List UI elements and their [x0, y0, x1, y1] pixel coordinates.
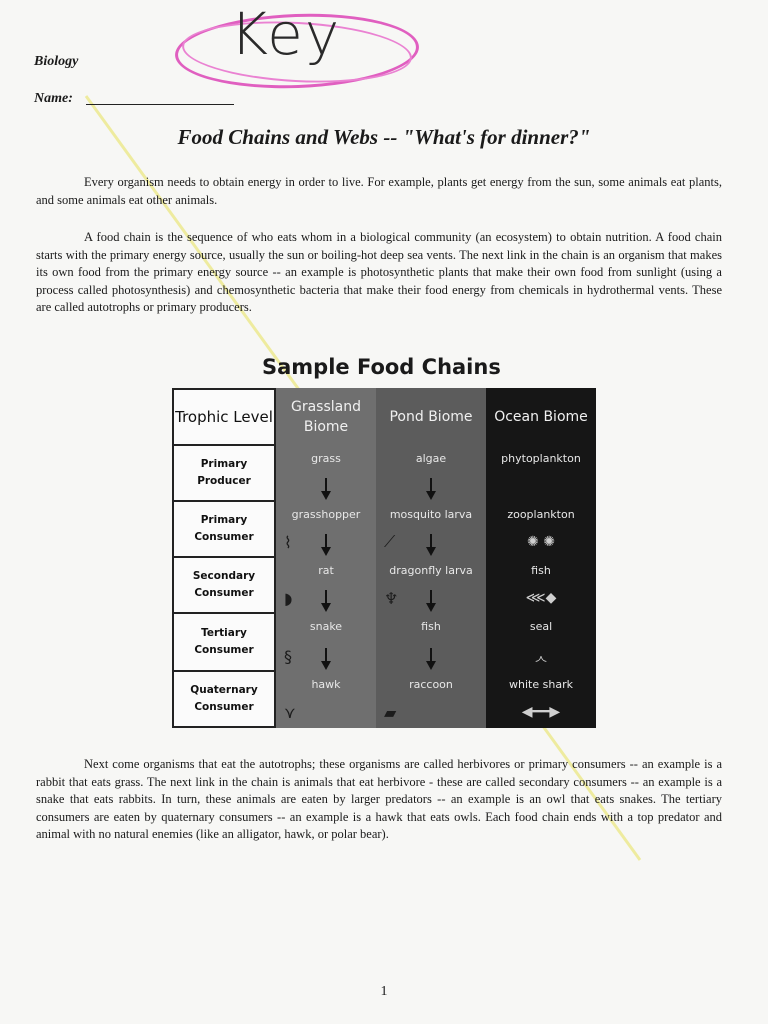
header-trophic-level: Trophic Level	[172, 388, 276, 446]
ocean-primary-consumer-cell	[486, 502, 596, 558]
pond-producer-cell	[376, 446, 486, 502]
arrow-shaft	[430, 590, 432, 604]
grasshopper-icon: ⌇	[284, 533, 292, 552]
level-secondary-consumer: Secondary Consumer	[172, 558, 276, 614]
arrow-shaft	[325, 534, 327, 548]
arrow-shaft	[430, 648, 432, 662]
pond-organism: raccoon	[409, 678, 453, 691]
pond-secondary-consumer-cell	[376, 558, 486, 614]
page-title: Food Chains and Webs -- "What's for dinner?"	[177, 125, 591, 149]
handwritten-key: Key	[230, 0, 342, 68]
grassland-secondary-consumer-cell	[276, 558, 376, 614]
header-ocean: Ocean Biome	[486, 388, 596, 446]
grassland-organism: grass	[311, 452, 341, 465]
paragraph-consumers	[36, 756, 722, 844]
grassland-organism: snake	[309, 620, 343, 633]
larva-icon: ⟋	[384, 532, 396, 551]
ocean-tertiary-consumer-cell	[486, 614, 596, 672]
pond-primary-consumer-cell	[376, 502, 486, 558]
header-grassland: Grassland Biome	[276, 388, 376, 446]
pond-organism: algae	[415, 452, 447, 465]
level-primary-producer: Primary Producer	[172, 446, 276, 502]
down-arrow-icon	[426, 491, 436, 500]
raccoon-icon: ▰	[384, 703, 397, 722]
grassland-primary-consumer-cell	[276, 502, 376, 558]
rat-icon: ◗	[284, 589, 293, 608]
fish-icon: ⋘◆	[525, 590, 557, 606]
paragraph-food-chain-text: A food chain is the sequence of who eats whom in a biological community (an ecosystem) to obtain nutrition. A food chain starts with the primary energy source, usually the sun or boiling-hot deep sea vents. The next link in the chain is an organism that makes its own food from the primary energy source -- an example is photosynthetic plants that make their own food from sunlight (using a process called photosynthesis) and chemosynthetic bacteria that make their food energy from chemicals in hydrothermal vents. These are called autotrophs or primary producers.	[36, 230, 722, 314]
dragonfly-larva-icon: ♆	[384, 589, 399, 608]
level-tertiary-consumer: Tertiary Consumer	[172, 614, 276, 672]
ocean-organism: phytoplankton	[501, 452, 581, 465]
down-arrow-icon	[426, 603, 436, 612]
food-chain-table	[172, 388, 596, 728]
pond-organism: mosquito larva	[389, 508, 473, 521]
arrow-shaft	[430, 534, 432, 548]
ocean-organism: white shark	[509, 678, 573, 691]
name-field-line	[86, 104, 234, 105]
ocean-organism: fish	[531, 564, 551, 577]
shark-icon: ◀━━▶	[521, 704, 561, 720]
paragraph-consumers-text: Next come organisms that eat the autotrophs; these organisms are called herbivores or primary consumers -- an example is a rabbit that eats grass. The next link in the chain is animals that eat herbivore - these are called secondary consumers -- an example is a snake that eats rabbits. In turn, these animals are eaten by larger predators -- an example is an owl that eats snakes. The tertiary consumers are eaten by quaternary consumers -- an example is a hawk that eats owls. Each food chain ends with a top predator and animal with no natural enemies (like an alligator, hawk, or polar bear).	[36, 757, 722, 841]
arrow-shaft	[325, 648, 327, 662]
pond-tertiary-consumer-cell	[376, 614, 486, 672]
level-primary-consumer: Primary Consumer	[172, 502, 276, 558]
ocean-secondary-consumer-cell	[486, 558, 596, 614]
paragraph-intro	[36, 174, 722, 209]
seal-icon: ◞◟	[535, 648, 547, 664]
down-arrow-icon	[321, 547, 331, 556]
level-quaternary-consumer: Quaternary Consumer	[172, 672, 276, 728]
down-arrow-icon	[426, 661, 436, 670]
grassland-organism: rat	[318, 564, 334, 577]
grassland-producer-cell	[276, 446, 376, 502]
down-arrow-icon	[321, 491, 331, 500]
snake-icon: §	[284, 647, 292, 666]
ocean-producer-cell	[486, 446, 596, 502]
page-number: 1	[380, 984, 388, 999]
grassland-organism: grasshopper	[291, 508, 361, 521]
arrow-shaft	[325, 478, 327, 492]
pond-quaternary-consumer-cell	[376, 672, 486, 728]
grassland-quaternary-consumer-cell	[276, 672, 376, 728]
arrow-shaft	[325, 590, 327, 604]
down-arrow-icon	[321, 661, 331, 670]
paragraph-intro-text: Every organism needs to obtain energy in order to live. For example, plants get energy from the sun, some animals eat plants, and some animals eat other animals.	[36, 175, 722, 207]
name-label: Name:	[34, 91, 73, 106]
arrow-shaft	[430, 478, 432, 492]
hawk-icon: ⋎	[284, 703, 296, 722]
pond-organism: dragonfly larva	[389, 564, 473, 577]
subject-label: Biology	[34, 54, 79, 69]
pond-organism: fish	[421, 620, 441, 633]
ocean-quaternary-consumer-cell	[486, 672, 596, 728]
grassland-organism: hawk	[311, 678, 341, 691]
zooplankton-icon: ✺ ✺	[527, 534, 555, 550]
down-arrow-icon	[426, 547, 436, 556]
ocean-organism: seal	[529, 620, 553, 633]
grassland-tertiary-consumer-cell	[276, 614, 376, 672]
down-arrow-icon	[321, 603, 331, 612]
ocean-organism: zooplankton	[507, 508, 575, 521]
food-chain-table-title: Sample Food Chains	[262, 355, 501, 379]
paragraph-food-chain	[36, 229, 722, 317]
header-pond: Pond Biome	[376, 388, 486, 446]
